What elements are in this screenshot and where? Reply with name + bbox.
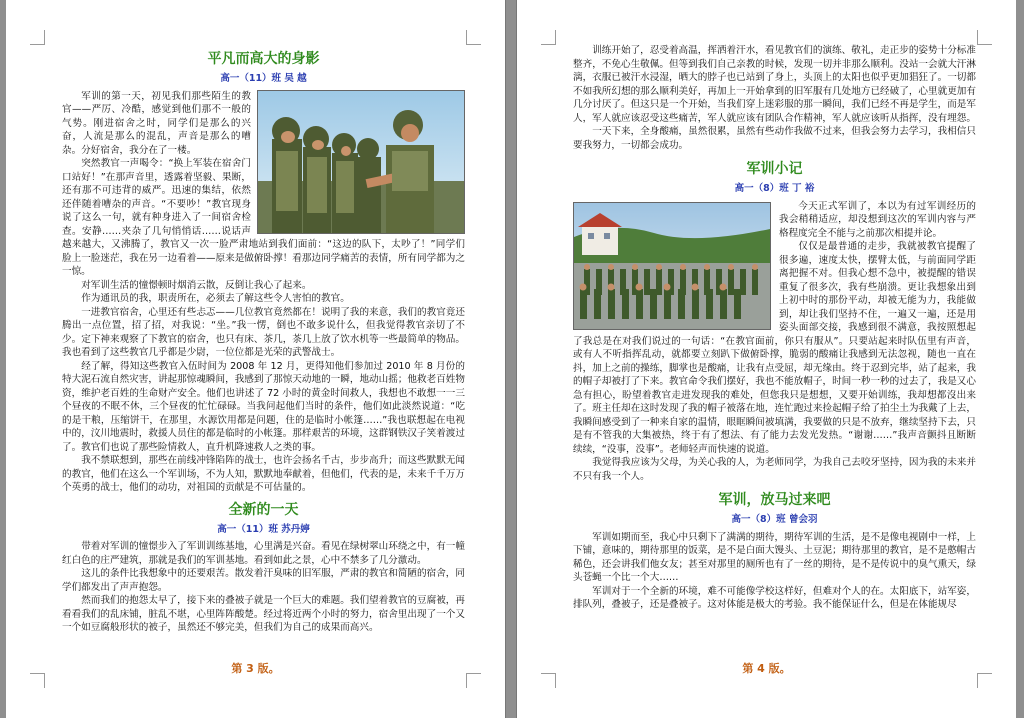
page-content [573,44,976,678]
article-title: 全新的一天 [228,501,299,518]
paragraph: 对军训生活的憧憬顿时烟消云散，反倒让我心了起来。 [81,279,312,291]
training-photo [573,202,771,330]
paragraph: 作为通讯员的我，职责所在，必须去了解这些令人害怕的教官。 [81,293,350,304]
paragraph: 训练开始了，忍受着高温，挥洒着汗水，看见教官们的演练、敬礼，走正步的姿势十分标准整齐，不免心生敬佩。但等到我们自己亲教的时候，发现一切并非那么顺利。没站一会就大汗淋漓，衣服已被汗水浸湿，晒大的脖子也已站到了身上，头顶上的太阳也似乎更加猖狂了。一切都不如我所幻想的那么顺利美好，再加上一开始拿到的旧军服有几处地方已经破了，心里就更加有几分讨厌了。但这只是一个开始，当我们穿上迷彩服的那一瞬间，我们已经不再是学生，而是军人，军人就应该忍受这些痛苦，军人就应该有团队合作精神，军人就应该听从指挥，没有埋怨。 [573,45,976,124]
page-content [62,48,465,678]
paragraph: 军训的第一天，初见我们那些陌生的教官——严厉、冷酷，感觉到他们那不一般的气势。刚进宿舍之时，同学们是那么的兴奋，人流是那么的混乱，声音是那么的嘈杂。分好宿舍，我分在了一楼。 [62,90,251,156]
paragraph: 一天下来，全身酸痛，虽然很累，虽然有些动作我做不过来，但我会努力去学习，我相信只要我努力，一切都会成功。 [573,126,976,151]
paragraph: 带着对军训的憧憬步入了军训训练基地，心里满是兴奋。看见在绿树翠山环绕之中，有一幢红白色的庄严建筑，那就是我们的军训基地。看到如此之景，心中不禁多了几分激动。 [62,541,465,566]
crop-mark [541,30,556,45]
paragraph: 我不禁联想到，那些在前线冲锋陷阵的战士，也许会扬名千古，步步高升；而这些默默无闻的教官，他们在这么一个军训场，不为人知，默默地奉献着，但他们，代表的是，未来千千万万个英勇的战士，他们的动功，对祖国的贡献是不可估量的。 [62,455,465,493]
page-footer: 第 3 版。 [231,662,280,675]
article-byline: 高一（8）班 曾会羽 [731,514,818,525]
paragraph: 军训对于一个全新的环境，难不可能像学校这样好，但难对个人的在。太阳底下，站军姿，排队列，叠被子，还是叠被子。这对体能是极大的考验。我不能保证什么，但是在体能规尽 [573,585,976,610]
paragraph: 今天正式军训了，本以为有过军训经历的我会稍稍适应，却没想到这次的军训内容与严格程度完全不能与之前那次相提并论。 [779,200,976,239]
soldiers-photo [257,90,465,234]
paragraph: 我觉得我应该为父母，为关心我的人，为老师同学，为我自己去咬牙坚持，因为我的未来并不只有我一个人。 [573,457,976,482]
article-title: 平凡而高大的身影 [207,51,320,67]
paragraph: 突然教官一声喝令：“换上军装在宿舍门口站好！”在那声音里，透露着坚毅、果断，还有那不可违背的威严。迅速的集结，依然还伴随着嘈杂的声音。“不要吵！”教官现身说了这么一句，就有种身进入了一间宿舍检查。安静……夹杂了几句悄悄话……说话声越来越大，又沸腾了，教官又一次一脸严肃地站到我们面前：“这边的队下，太吵了！”同学们脸上一脸迷茫，我在另一边看着——原来是做俯卧撑！看那边同学痛苦的表情，所有同学都为之一惊。 [62,158,465,277]
crop-mark [977,30,992,45]
paragraph: 这儿的条件比我想象中的还要艰苦。散发着汗臭味的旧军服，严肃的教官和简陋的宿舍，同学们都发出了声声抱怨。 [62,568,465,593]
document-page-4 [516,0,1016,718]
paragraph: 军训如期而至，我心中只剩下了满满的期待，期待军训的生活，是不是像电视剧中一样，上下铺，意味的，期待那里的饭菜，是不是白面大馒头、土豆泥；期待那里的教官，是不是憨帽古稀色，还会讲我们他女友；甚至对那里的厕所也有了一丝的期待，是不是传说中的臭气熏天，绿头苍蝇一个比一个大…… [573,531,976,583]
article-byline: 高一（8）班 丁 裕 [734,183,815,194]
article-title: 军训，放马过来吧 [718,492,831,508]
crop-mark [30,30,45,45]
document-page-3 [6,0,506,718]
article-byline: 高一（11）班 苏丹婷 [217,523,310,535]
paragraph: 仅仅是最普通的走步，我就被教官提醒了很多遍，速度太快，摆臂太低，与前面同学距离把握不对。但我心想不急中，被提醒的错误重复了很多次，我有些崩溃。更让我想象出到上初中时的那份平动，却被无能为力，我能做到，却让我们坚持不住，一遍又一遍，还是用姿头面部交接，我感到很不满意，我按照想起了我总是在对我们说过的一句话：“在教官面前，你只有服从”。只要站起来时队伍里有声音，或有人不听指挥乱动，就都要立刻趴下做俯卧撑，脆弱的酸痛让我感到无法忽视，随也一直在抖，加上之前的操练，脚掌也是酸痛，让我有点受屈，却无缘由。终于忍到完毕，站了起来，我的帽子却被打了下来。教官命令我们摆好，我也不能放帽子，时间一秒一秒的过去了，我是又心急有担心，盼望着教官走进发现我的难处，但您我只是想想，又要开始训练，我却想都沒出来了。班主任却在这时发现了我的帽子被落在地，连忙跑过来捡起帽子给了拍尘土为我戴了上去，我瞬间感受到了一种来自家的温情，眼眶瞬间被填满，我要做的只是不放弃，继续坚持下去，只是有不管我的大集被热，终于有了想法、有了能力去发光发热。“谢谢……”我声音颤抖且断断续续，“没事，没事”。老师轻声而快速的说道。 [573,241,976,455]
page-footer: 第 4 版。 [742,662,791,675]
article-title: 军训小记 [746,161,803,177]
article-byline: 高一（11）班 吴 越 [220,73,307,84]
paragraph: 经了解，得知这些教官入伍时间为 2008 年 12 月，更得知他们参加过 2010 年 8 月份的特大泥石流自然灾害，讲起那惊魂瞬间，我感到了那惊天动地的一瞬，地动山摇；他救老百姓物资，维护老百姓的生命财产安全。他们也讲述了 72 小时的黄金时间救人，我想也不敢想一一三个昼夜的不眠不休，三个昼夜的忙忙碌碌。当我问起他们当时的条件，他们如此淡然说道：“吃的是干粮，压缩饼干，在那里，水源饮用都是问题，住的是临时小帐篷……”我也联想起在电视中的，汶川地震时，救援人员住的都是临时的小帐篷。那样艰苦的环境，这群钢铁汉子笑着渡过了。教官们也说了那些险情救人，直升机降速救人之类的事。 [62,360,465,453]
paragraph: 一进教官宿舍，心里还有些忐忑——几位教官竟然都在！说明了我的来意，我们的教官竟还腾出一点位置，招了招，对我说：“坐。”我一愣，倒也不敢多说什么，但我觉得教官亲切了不少。定下神来观察了下教官的宿舍，也只有床、茶几，茶几上放了饮水机等一些最简单的物品。我也看到了这些教官几乎都是少尉，一位位都是光荣的武警战士。 [62,306,465,358]
crop-mark [466,30,481,45]
paragraph: 然而我们的抱怨太早了，接下来的叠被子就是一个巨大的难题。我们望着教官的豆腐被，再看看我们的乱床铺，脏乱不堪，心里阵阵酸楚。经过将近两个小时的努力，宿舍里出现了一个又一个如豆腐般形状的被子，虽然还不够完美，但我们为自己的成果而高兴。 [62,595,465,633]
